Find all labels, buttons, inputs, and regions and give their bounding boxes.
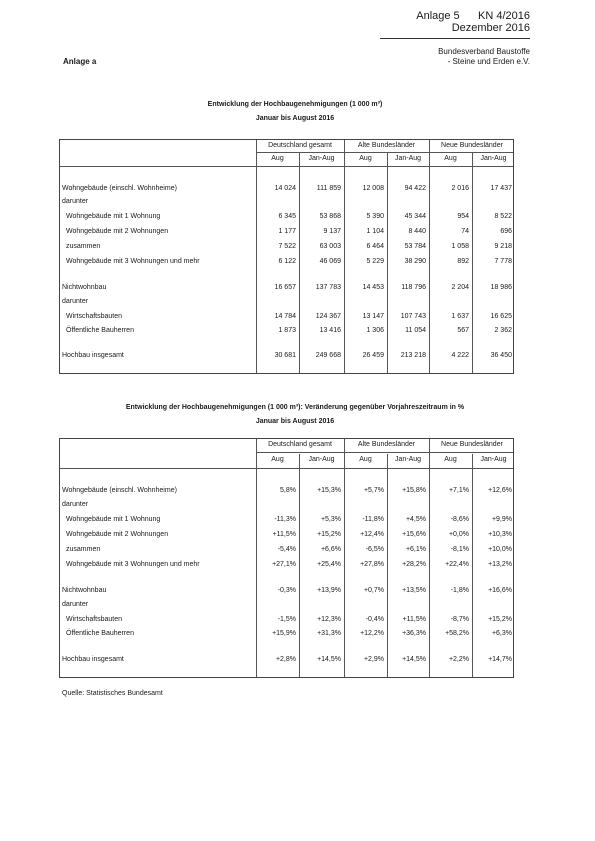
table-cell: 9 218: [494, 243, 512, 250]
table-cell: +27,8%: [360, 561, 384, 568]
table-cell: +36,3%: [402, 630, 426, 637]
table-cell: 13 147: [362, 313, 384, 320]
table-cell: +16,6%: [488, 587, 512, 594]
table-cell: 7 778: [494, 258, 512, 265]
table-cell: 1 873: [278, 327, 296, 334]
table-cell: 53 868: [319, 213, 341, 220]
table-cell: +27,1%: [272, 561, 296, 568]
table-row: [60, 227, 513, 237]
table-cell: +12,3%: [317, 616, 341, 623]
table-row: [60, 297, 513, 307]
org-line-2: - Steine und Erden e.V.: [447, 57, 530, 66]
table-cell: 696: [500, 228, 512, 235]
row-label: darunter: [62, 298, 89, 305]
table-cell: 137 783: [315, 284, 341, 291]
row-label: darunter: [62, 601, 89, 608]
table-cell: 8 522: [494, 213, 512, 220]
anlage-number: Anlage 5: [416, 10, 460, 22]
column-header: Jan-Aug: [394, 456, 422, 463]
table-row: [60, 486, 513, 496]
column-header: Aug: [444, 155, 457, 162]
table2-subtitle: Januar bis August 2016: [255, 418, 335, 425]
table-cell: 2 362: [494, 327, 512, 334]
column-header: Jan-Aug: [308, 155, 335, 162]
table-cell: +13,5%: [402, 587, 426, 594]
table-cell: +10,0%: [488, 546, 512, 553]
table-cell: 14 453: [362, 284, 384, 291]
row-label: Wohngebäude (einschl. Wohnheime): [62, 185, 177, 192]
table-cell: 16 657: [274, 284, 296, 291]
column-divider: [344, 439, 345, 677]
table-cell: 18 986: [490, 284, 512, 291]
table-cell: +6,1%: [405, 546, 426, 553]
row-label: Wohngebäude mit 3 Wohnungen und mehr: [66, 561, 200, 568]
row-label: Nichtwohnbau: [62, 284, 107, 291]
table-cell: -8,7%: [450, 616, 469, 623]
table-cell: 74: [461, 228, 469, 235]
table-row: [60, 615, 513, 625]
table2-title: Entwicklung der Hochbaugenehmigungen (1 000 m³): Veränderung gegenüber Vorjahreszeitraum in %: [125, 404, 465, 411]
table-cell: -6,5%: [365, 546, 384, 553]
table-cell: +13,9%: [317, 587, 341, 594]
table-cell: +12,4%: [360, 531, 384, 538]
column-header: Jan-Aug: [394, 155, 422, 162]
table-cell: 7 522: [278, 243, 296, 250]
row-label: Wohngebäude mit 1 Wohnung: [66, 213, 161, 220]
table-cell: 9 137: [323, 228, 341, 235]
table-cell: 6 122: [278, 258, 296, 265]
row-label: Hochbau insgesamt: [62, 656, 124, 663]
table-cell: 1 104: [366, 228, 384, 235]
row-label: Nichtwohnbau: [62, 587, 107, 594]
table-cell: +9,9%: [491, 516, 512, 523]
header-divider: [60, 468, 513, 469]
table-row: [60, 257, 513, 267]
table-cell: -1,8%: [450, 587, 469, 594]
table-cell: -8,6%: [450, 516, 469, 523]
table-cell: +58,2%: [445, 630, 469, 637]
table-cell: -0,3%: [277, 587, 296, 594]
row-label: darunter: [62, 198, 89, 205]
table-cell: 892: [457, 258, 469, 265]
table-cell: +5,3%: [320, 516, 341, 523]
table-cell: 954: [457, 213, 469, 220]
table-cell: 107 743: [400, 313, 426, 320]
table-cell: +10,3%: [488, 531, 512, 538]
header-divider: [380, 38, 530, 39]
table-cell: +14,5%: [402, 656, 426, 663]
table-cell: +0,0%: [448, 531, 469, 538]
table-cell: 5 229: [366, 258, 384, 265]
group-header-divider: [256, 452, 513, 453]
row-label: Wohngebäude mit 3 Wohnungen und mehr: [66, 258, 200, 265]
row-label: Wohngebäude (einschl. Wohnheime): [62, 487, 177, 494]
table-cell: +15,2%: [488, 616, 512, 623]
table-cell: +6,6%: [320, 546, 341, 553]
table-cell: 11 054: [405, 327, 426, 334]
table-row: [60, 586, 513, 596]
table-row: [60, 560, 513, 570]
table-cell: -11,3%: [274, 516, 296, 523]
table-cell: 94 422: [404, 185, 426, 192]
column-header: Jan-Aug: [308, 456, 335, 463]
row-label: zusammen: [66, 546, 101, 553]
row-label: Wirtschaftsbauten: [66, 313, 123, 320]
org-line-1: Bundesverband Baustoffe: [438, 47, 530, 56]
table-cell: 124 367: [315, 313, 341, 320]
table-row: [60, 326, 513, 336]
table-cell: 26 459: [362, 352, 384, 359]
table-cell: 36 450: [490, 352, 512, 359]
column-header: Aug: [359, 155, 372, 162]
table1-title: Entwicklung der Hochbaugenehmigungen (1 000 m³): [207, 101, 383, 108]
table-cell: +2,8%: [275, 656, 296, 663]
source-note: Quelle: Statistisches Bundesamt: [62, 690, 163, 697]
table-row: [60, 184, 513, 194]
table-cell: +31,3%: [317, 630, 341, 637]
table-row: [60, 242, 513, 252]
table-cell: +15,9%: [272, 630, 296, 637]
table-row: [60, 351, 513, 361]
group-header: Deutschland gesamt: [268, 142, 332, 149]
table-cell: 63 003: [319, 243, 341, 250]
table-cell: +14,5%: [317, 656, 341, 663]
table-cell: 17 437: [490, 185, 512, 192]
table-row: [60, 197, 513, 207]
table-row: [60, 212, 513, 222]
table-cell: 118 796: [401, 284, 426, 291]
column-header: Aug: [444, 456, 457, 463]
table-cell: +7,1%: [448, 487, 469, 494]
document-date: Dezember 2016: [451, 22, 530, 34]
column-header: Aug: [271, 456, 284, 463]
document-header: [370, 10, 530, 34]
table-cell: +22,4%: [445, 561, 469, 568]
table-cell: -5,4%: [277, 546, 296, 553]
table-cell: +14,7%: [488, 656, 512, 663]
table-cell: -1,5%: [277, 616, 296, 623]
table-cell: 4 222: [451, 352, 469, 359]
table-cell: 38 290: [404, 258, 426, 265]
table-cell: 53 784: [404, 243, 426, 250]
group-header: Neue Bundesländer: [441, 142, 503, 149]
table-cell: 1 177: [278, 228, 296, 235]
table-cell: 14 784: [274, 313, 296, 320]
table-cell: +11,5%: [402, 616, 426, 623]
document-reference: [370, 10, 530, 22]
table-cell: +13,2%: [488, 561, 512, 568]
table-row: [60, 312, 513, 322]
table-cell: +12,6%: [488, 487, 512, 494]
table-cell: 45 344: [404, 213, 426, 220]
table-cell: +15,6%: [402, 531, 426, 538]
group-header: Alte Bundesländer: [357, 142, 416, 149]
table-cell: 1 306: [366, 327, 384, 334]
organization: [370, 47, 530, 67]
row-label: Wohngebäude mit 1 Wohnung: [66, 516, 161, 523]
table-row: [60, 545, 513, 555]
table-cell: +15,8%: [402, 487, 426, 494]
table-cell: 8 440: [408, 228, 426, 235]
attachment-label: Anlage a: [63, 57, 97, 66]
table-row: [60, 515, 513, 525]
row-label: zusammen: [66, 243, 101, 250]
table1: [59, 139, 514, 374]
table-row: [60, 655, 513, 665]
column-header: Jan-Aug: [480, 155, 507, 162]
row-label: Wirtschaftsbauten: [66, 616, 123, 623]
table-cell: +28,2%: [402, 561, 426, 568]
row-label: Wohngebäude mit 2 Wohnungen: [66, 228, 169, 235]
table-cell: 111 859: [316, 185, 341, 192]
table-cell: 1 637: [451, 313, 469, 320]
table-cell: +25,4%: [317, 561, 341, 568]
table-cell: -0,4%: [365, 616, 384, 623]
group-header: Neue Bundesländer: [441, 441, 503, 448]
kn-number: KN 4/2016: [478, 10, 530, 22]
table-cell: +4,5%: [405, 516, 426, 523]
column-header: Aug: [359, 456, 372, 463]
table2: [59, 438, 514, 678]
column-divider: [256, 439, 257, 677]
group-header: Deutschland gesamt: [268, 441, 332, 448]
table-row: [60, 500, 513, 510]
table-cell: 6 464: [366, 243, 384, 250]
table-cell: +6,3%: [491, 630, 512, 637]
table1-subtitle: Januar bis August 2016: [255, 115, 335, 122]
table-cell: +5,7%: [363, 487, 384, 494]
row-label: Hochbau insgesamt: [62, 352, 124, 359]
table-cell: 46 069: [319, 258, 341, 265]
header-divider: [60, 166, 513, 167]
table-row: [60, 600, 513, 610]
table-cell: 30 681: [274, 352, 296, 359]
table-cell: 6 345: [278, 213, 296, 220]
table-cell: 2 204: [451, 284, 469, 291]
table-row: [60, 629, 513, 639]
row-label: Öffentliche Bauherren: [66, 630, 134, 637]
column-header: Jan-Aug: [480, 456, 507, 463]
group-header-divider: [256, 152, 513, 153]
table-cell: +11,5%: [272, 531, 296, 538]
table-cell: 1 058: [451, 243, 469, 250]
column-header: Aug: [271, 155, 284, 162]
row-label: Öffentliche Bauherren: [66, 327, 134, 334]
table-cell: 249 668: [315, 352, 341, 359]
table-cell: +15,3%: [317, 487, 341, 494]
table-row: [60, 530, 513, 540]
table-cell: 567: [457, 327, 469, 334]
table-cell: -8,1%: [450, 546, 469, 553]
group-header: Alte Bundesländer: [357, 441, 416, 448]
row-label: Wohngebäude mit 2 Wohnungen: [66, 531, 169, 538]
table-cell: 12 008: [362, 185, 384, 192]
table-cell: 5,8%: [280, 487, 296, 494]
table-cell: +2,2%: [448, 656, 469, 663]
table-cell: +0,7%: [363, 587, 384, 594]
table-cell: 213 218: [400, 352, 426, 359]
column-divider: [429, 439, 430, 677]
table-cell: 5 390: [366, 213, 384, 220]
table-cell: +12,2%: [360, 630, 384, 637]
table-cell: +2,9%: [363, 656, 384, 663]
table-cell: 2 016: [451, 185, 469, 192]
table-cell: -11,8%: [362, 516, 384, 523]
table-cell: +15,2%: [317, 531, 341, 538]
table-cell: 14 024: [274, 185, 296, 192]
table-cell: 13 416: [319, 327, 341, 334]
row-label: darunter: [62, 501, 89, 508]
table-row: [60, 283, 513, 293]
table-cell: 16 625: [490, 313, 512, 320]
